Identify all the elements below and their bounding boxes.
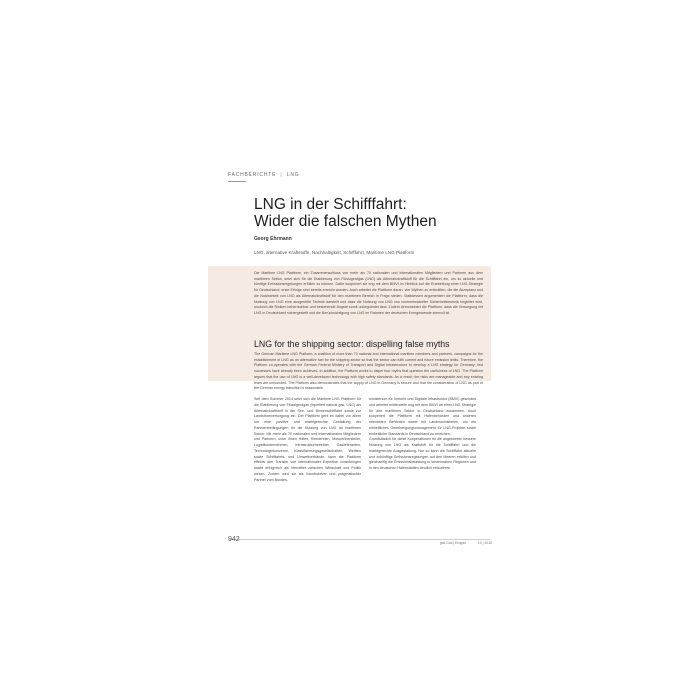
footer-rule [228, 539, 490, 540]
abstract-german: Die Maritime LNG Plattform, ein Zusammenschluss von mehr als 70 nationalen und internationalen Mitgliedern und Partnern aus dem maritimen Sektor, setzt sich für die Etablierung von Flüssigerdgas (LNG) als Alternativkraftstoff für die Schifffahrt ein, um so aktuelle und künftige Emissionsregelungen erfüllen zu können. Dafür kooperiert sie eng mit dem BMVI im Hinblick auf die Erarbeitung einer LNG-Strategie für Deutschland; erste Erfolge sind bereits erreicht worden. Auch arbeitet die Plattform daran, vier Mythen zu entkräften, die die Akzeptanz und die Nutzbarkeit von LNG als Alternativkraftstoff für den maritimen Bereich in Frage stellen. Stattdessen argumentiert die Plattform, dass die Nutzung von LNG eine ausgereifte Technik darstellt und dass die Nutzung von LNG von hochentwickelter Sicherheitstechnik begleitet wird, wodurch die Risiken beherrschbar und bestehende Ängste somit unbegründet sind. Zudem demonstriert die Plattform, dass die Versorgung mit LNG in Deutschland sichergestellt und die Berücksichtigung von LNG im Rahmen der deutschen Energiewende sinnvoll ist. [254, 271, 483, 315]
abstract-english-title: LNG for the shipping sector: dispelling false myths [254, 339, 450, 349]
body-column-1: Seit dem Sommer 2014 setzt sich die Maritime LNG Plattform für die Etablierung von Flüssigerdgas (liquefied natural gas, LNG) als Alternativkraftstoff in der See- und Binnenschifffahrt sowie zur Landstromversorgung ein. Der Plattform geht es dabei vor allem um eine positive und marktgerechte Gestaltung der Rahmenbedingungen für die Nutzung von LNG im maritimen Sektor. Mit mehr als 70 nationalen und internationalen Mitgliedern und Partnern, unter ihnen Häfen, Reedereien, Motorenhersteller, Logistikunternehmen, Infrastrukturbetreiber, Gaslieferanten, Technologiekonzerne, Klassifizierungsgesellschaften, Werften sowie Schifffahrts- und Umweltverbände, kann die Plattform effektiv den Transfer von internationaler Expertise voranbringen sowie erfolgreich als Vermittler zwischen Wirtschaft und Politik wirken. Zudem wird sie als konstruktiver und pragmatischer Partner vom Bundes- [254, 397, 361, 482]
page-number: 942 [228, 536, 240, 543]
topic-label: LNG [286, 172, 300, 178]
article-title [254, 196, 554, 230]
article-title-line-2: Wider die falschen Mythen [254, 213, 437, 230]
body-column-2: ministerium für Verkehr und Digitale Infrastruktur (BMVI) geschätzt und arbeitet mittlerweile eng mit dem BMVI an einer LNG-Strategie für den maritimen Sektor in Deutschland zusammen. Auch kooperiert die Plattform mit Hafenbehörden und anderen relevanten Behörden sowie mit Landesministerien, um ein einheitliches Genehmigungsmanagement für LNG-Projekte sowie einheitliche Standards in Deutschland zu erreichen. Grundsätzlich für diese Kooperationen ist die angestrebte bessere Nutzung von LNG als Kraftstoff für die Schifffahrt und die marktgerechte Ausgestaltung. Nur so kann die Schifffahrt aktuelle und zukünftige Emissionsregelungen auf den Meeren erfüllen und gleichzeitig die Emissionsbelastung in küstennahen Regionen und in den deutschen Hafenstädten deutlich reduzieren. [369, 397, 476, 470]
kicker-separator: | [280, 172, 283, 178]
author-name: Georg Ehrmann [254, 236, 292, 242]
keywords: LNG, alternative Kraftstoffe, Nachhaltigkeit, Schifffahrt, Maritime LNG Plattform [254, 250, 415, 255]
kicker-rule [228, 181, 246, 182]
article-title-line-1: LNG in der Schifffahrt: [254, 196, 407, 213]
section-label: FACHBERICHTE [228, 172, 277, 178]
issue-label: 10 | 2016 [477, 541, 492, 545]
journal-name: gwf-Gas | Erdgas [439, 541, 466, 545]
section-kicker [228, 172, 299, 178]
footer-journal-info [408, 541, 492, 545]
abstract-english: The German Maritime LNG Platform, a coalition of more than 70 national and international maritime members and partners, campaigns for the establishment of LNG as an alternative fuel for the shipping sector so that the sector can fulfil current and future emission limits. Therefore, the Platform co-operates with the German Federal Ministry of Transport and Digital Infrastructure to develop a LNG strategy for Germany; first successes have already been achieved. In addition, the Platform works to dispel four myths that question the usefulness of LNG. The Platform argues that the use of LNG is a well-developed technology with high safety standards. As a result, the risks are manageable and any existing fears are unfounded. The Platform also demonstrates that the supply of LNG in Germany is secure and that the consideration of LNG as part of the German energy transition is reasonable. [254, 352, 483, 391]
